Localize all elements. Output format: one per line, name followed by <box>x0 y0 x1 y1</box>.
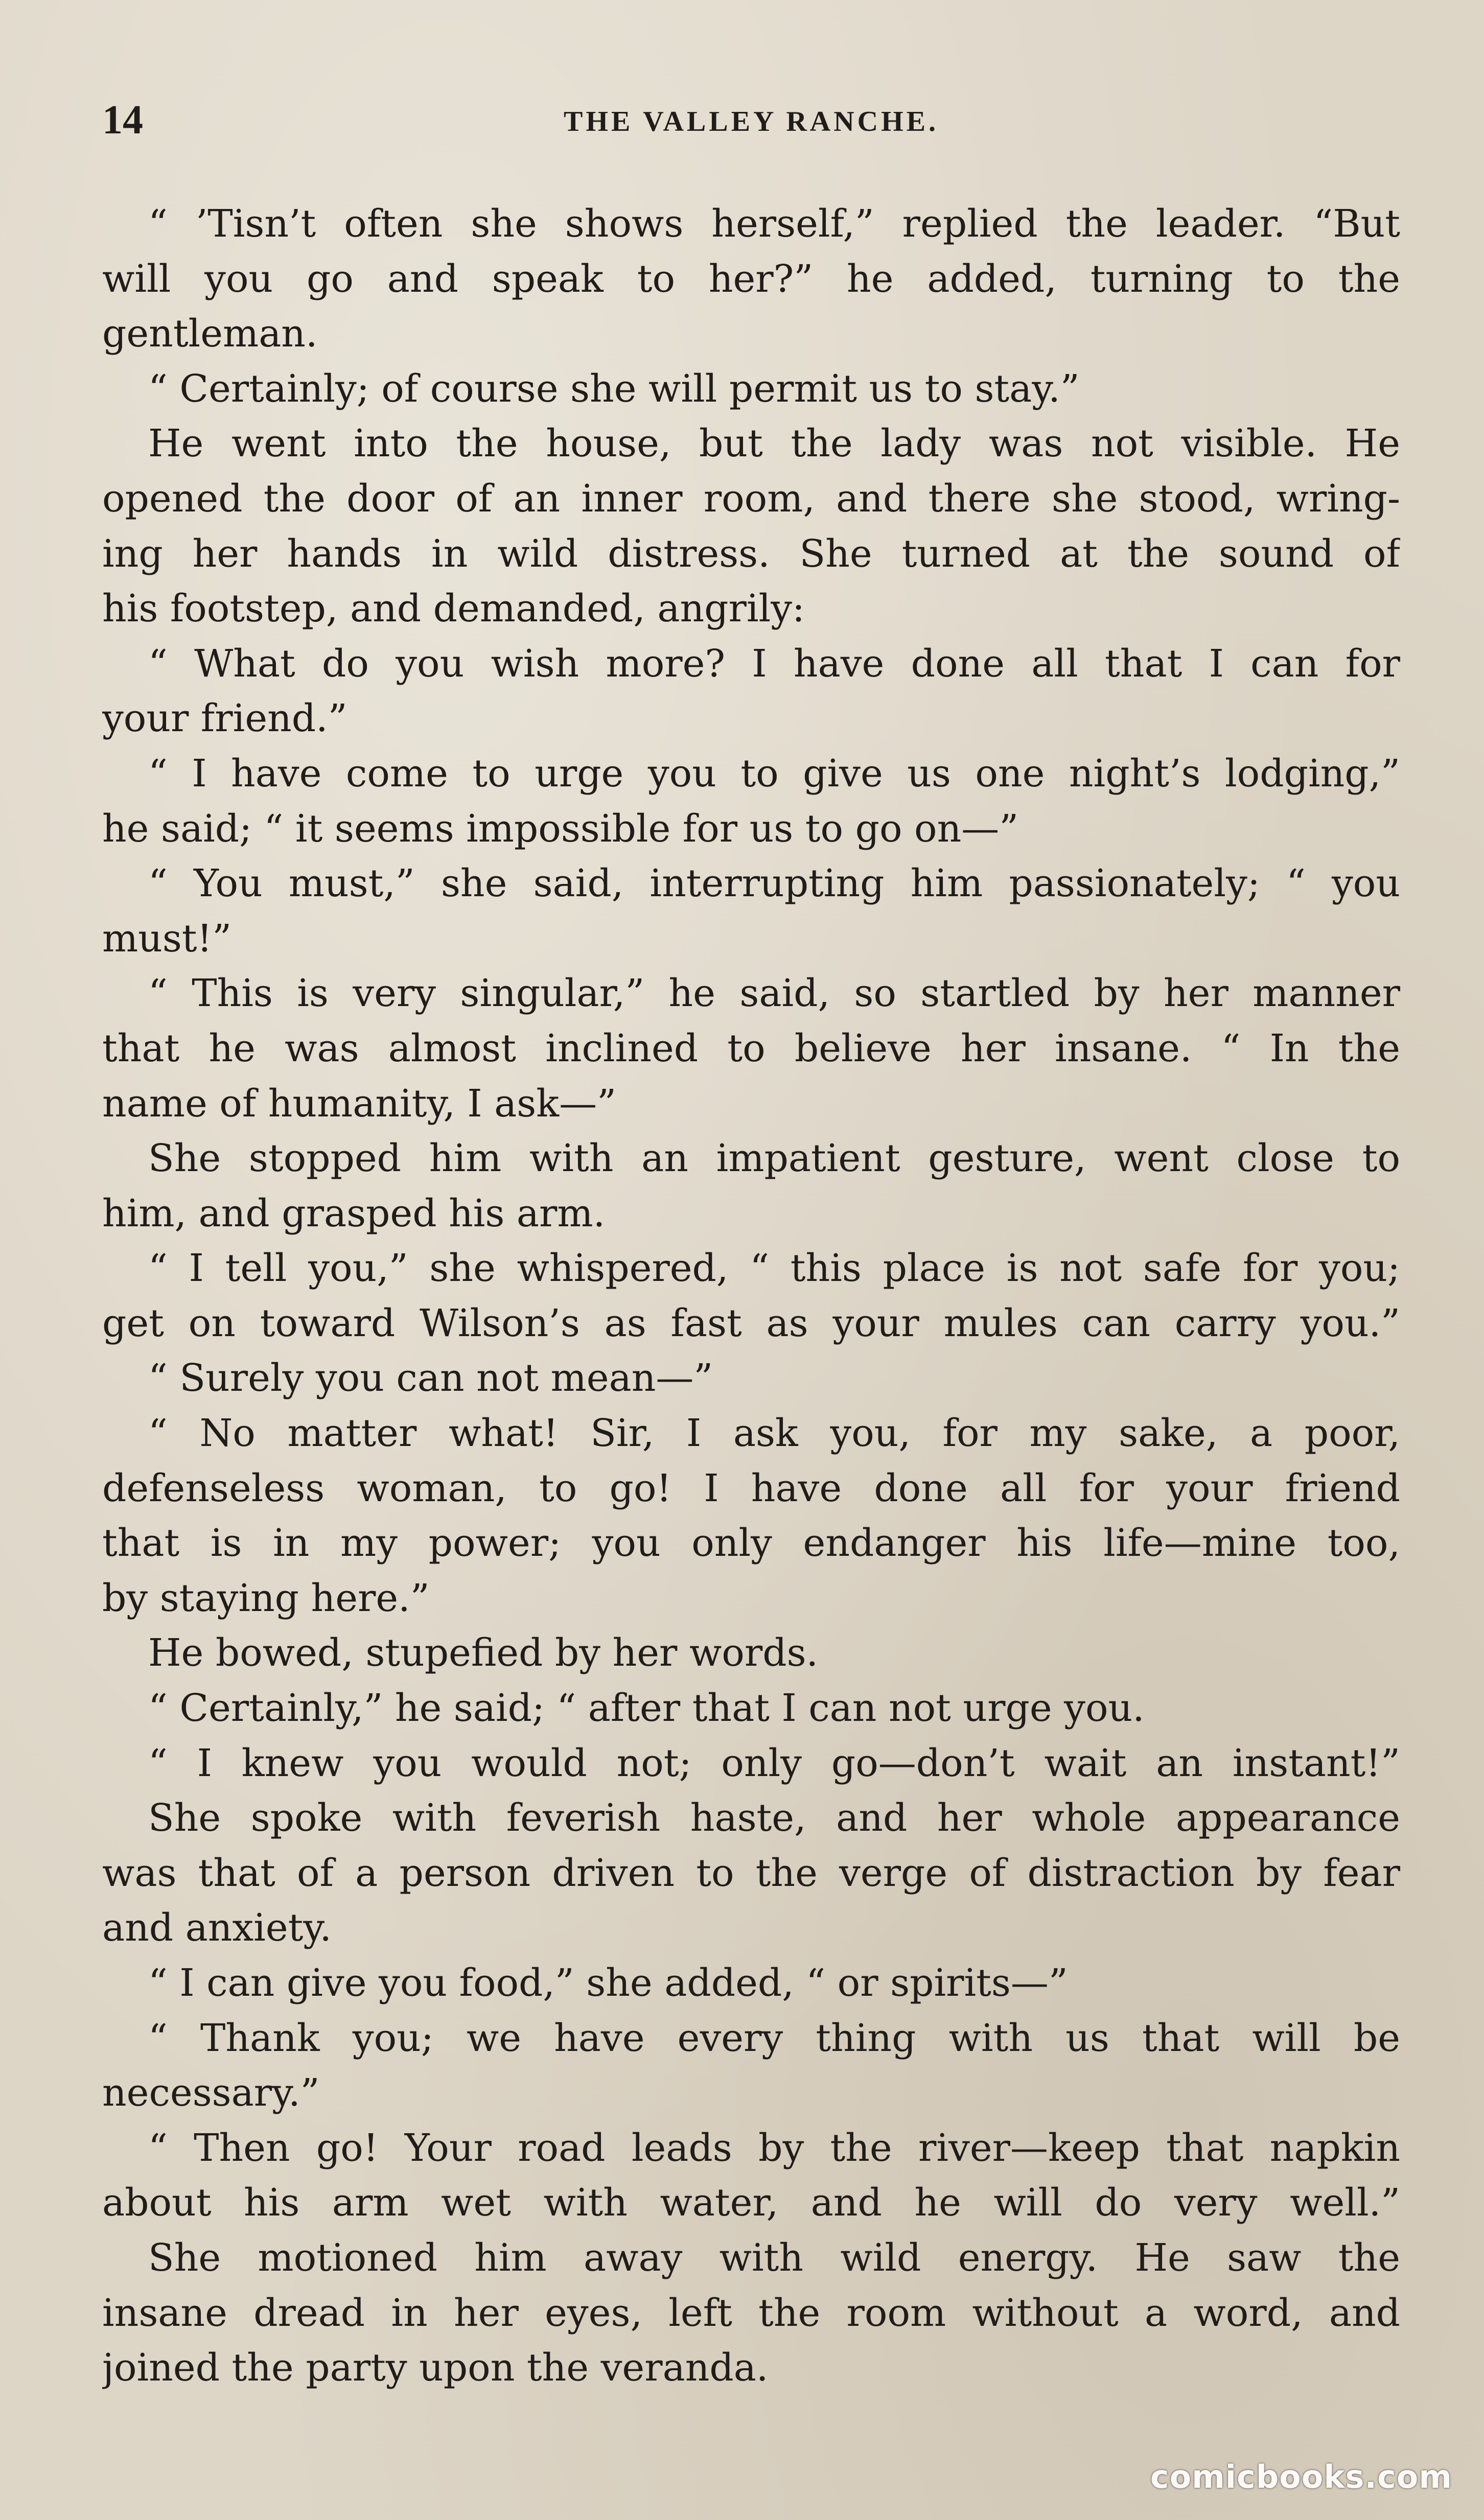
text-line: and anxiety. <box>102 1906 332 1950</box>
text-line: about his arm wet with water, and he will do very well.” <box>102 2181 1400 2225</box>
text-line: “ I tell you,” she whispered, “ this place is not safe for you; <box>148 1246 1400 1291</box>
watermark: comicbooks.com <box>1150 2458 1452 2495</box>
text-line: that is in my power; you only endanger his life—mine too, <box>102 1521 1400 1566</box>
text-line: was that of a person driven to the verge of distraction by fear <box>102 1851 1400 1895</box>
text-line: She motioned him away with wild energy. He saw the <box>148 2235 1400 2280</box>
text-line: name of humanity, I ask—” <box>102 1081 616 1126</box>
text-line: “ You must,” she said, interrupting him passionately; “ you <box>148 861 1400 906</box>
text-line: She spoke with feverish haste, and her whole appearance <box>148 1796 1400 1840</box>
text-line: “ Certainly; of course she will permit us to stay.” <box>148 366 1080 411</box>
text-line: He went into the house, but the lady was not visible. He <box>148 422 1400 466</box>
running-head <box>102 95 1400 151</box>
text-line: ing her hands in wild distress. She turned at the sound of <box>102 531 1400 576</box>
text-line: insane dread in her eyes, left the room without a word, and <box>102 2291 1400 2335</box>
text-line: defenseless woman, to go! I have done all for your friend <box>102 1466 1400 1510</box>
text-line: he said; “ it seems impossible for us to go on—” <box>102 806 1019 851</box>
body-text <box>102 197 1400 2396</box>
text-line: your friend.” <box>102 696 347 741</box>
text-line: will you go and speak to her?” he added, turning to the <box>102 256 1400 301</box>
text-line: opened the door of an inner room, and there she stood, wring- <box>102 476 1400 521</box>
text-line: “ Then go! Your road leads by the river—keep that napkin <box>148 2126 1400 2170</box>
text-line: “ I have come to urge you to give us one night’s lodging,” <box>148 751 1400 796</box>
text-line: “ What do you wish more? I have done all that I can for <box>148 641 1400 686</box>
text-line: necessary.” <box>102 2071 320 2115</box>
text-line: “ Thank you; we have every thing with us that will be <box>148 2016 1400 2060</box>
page-number: 14 <box>102 98 143 143</box>
text-line: “ Certainly,” he said; “ after that I can not urge you. <box>148 1686 1145 1731</box>
text-line: by staying here.” <box>102 1576 430 1620</box>
text-line: joined the party upon the veranda. <box>102 2346 769 2390</box>
text-line: “ Surely you can not mean—” <box>148 1356 713 1401</box>
text-line: She stopped him with an impatient gesture, went close to <box>148 1136 1400 1181</box>
text-line: “ This is very singular,” he said, so startled by her manner <box>148 971 1400 1016</box>
text-line: “ I can give you food,” she added, “ or spirits—” <box>148 1961 1068 2005</box>
running-title: THE VALLEY RANCHE. <box>563 106 939 137</box>
text-line: him, and grasped his arm. <box>102 1191 606 1235</box>
text-line: “ I knew you would not; only go—don’t wait an instant!” <box>148 1741 1400 1785</box>
text-line: get on toward Wilson’s as fast as your mules can carry you.” <box>102 1301 1400 1345</box>
text-line: He bowed, stupefied by her words. <box>148 1631 819 1675</box>
text-line: that he was almost inclined to believe her insane. “ In the <box>102 1026 1400 1070</box>
text-line: “ No matter what! Sir, I ask you, for my sake, a poor, <box>148 1411 1400 1456</box>
text-line: his footstep, and demanded, angrily: <box>102 587 805 631</box>
text-line: gentleman. <box>102 312 318 356</box>
text-line: must!” <box>102 916 232 961</box>
text-line: “ ’Tisn’t often she shows herself,” replied the leader. “But <box>148 202 1400 246</box>
